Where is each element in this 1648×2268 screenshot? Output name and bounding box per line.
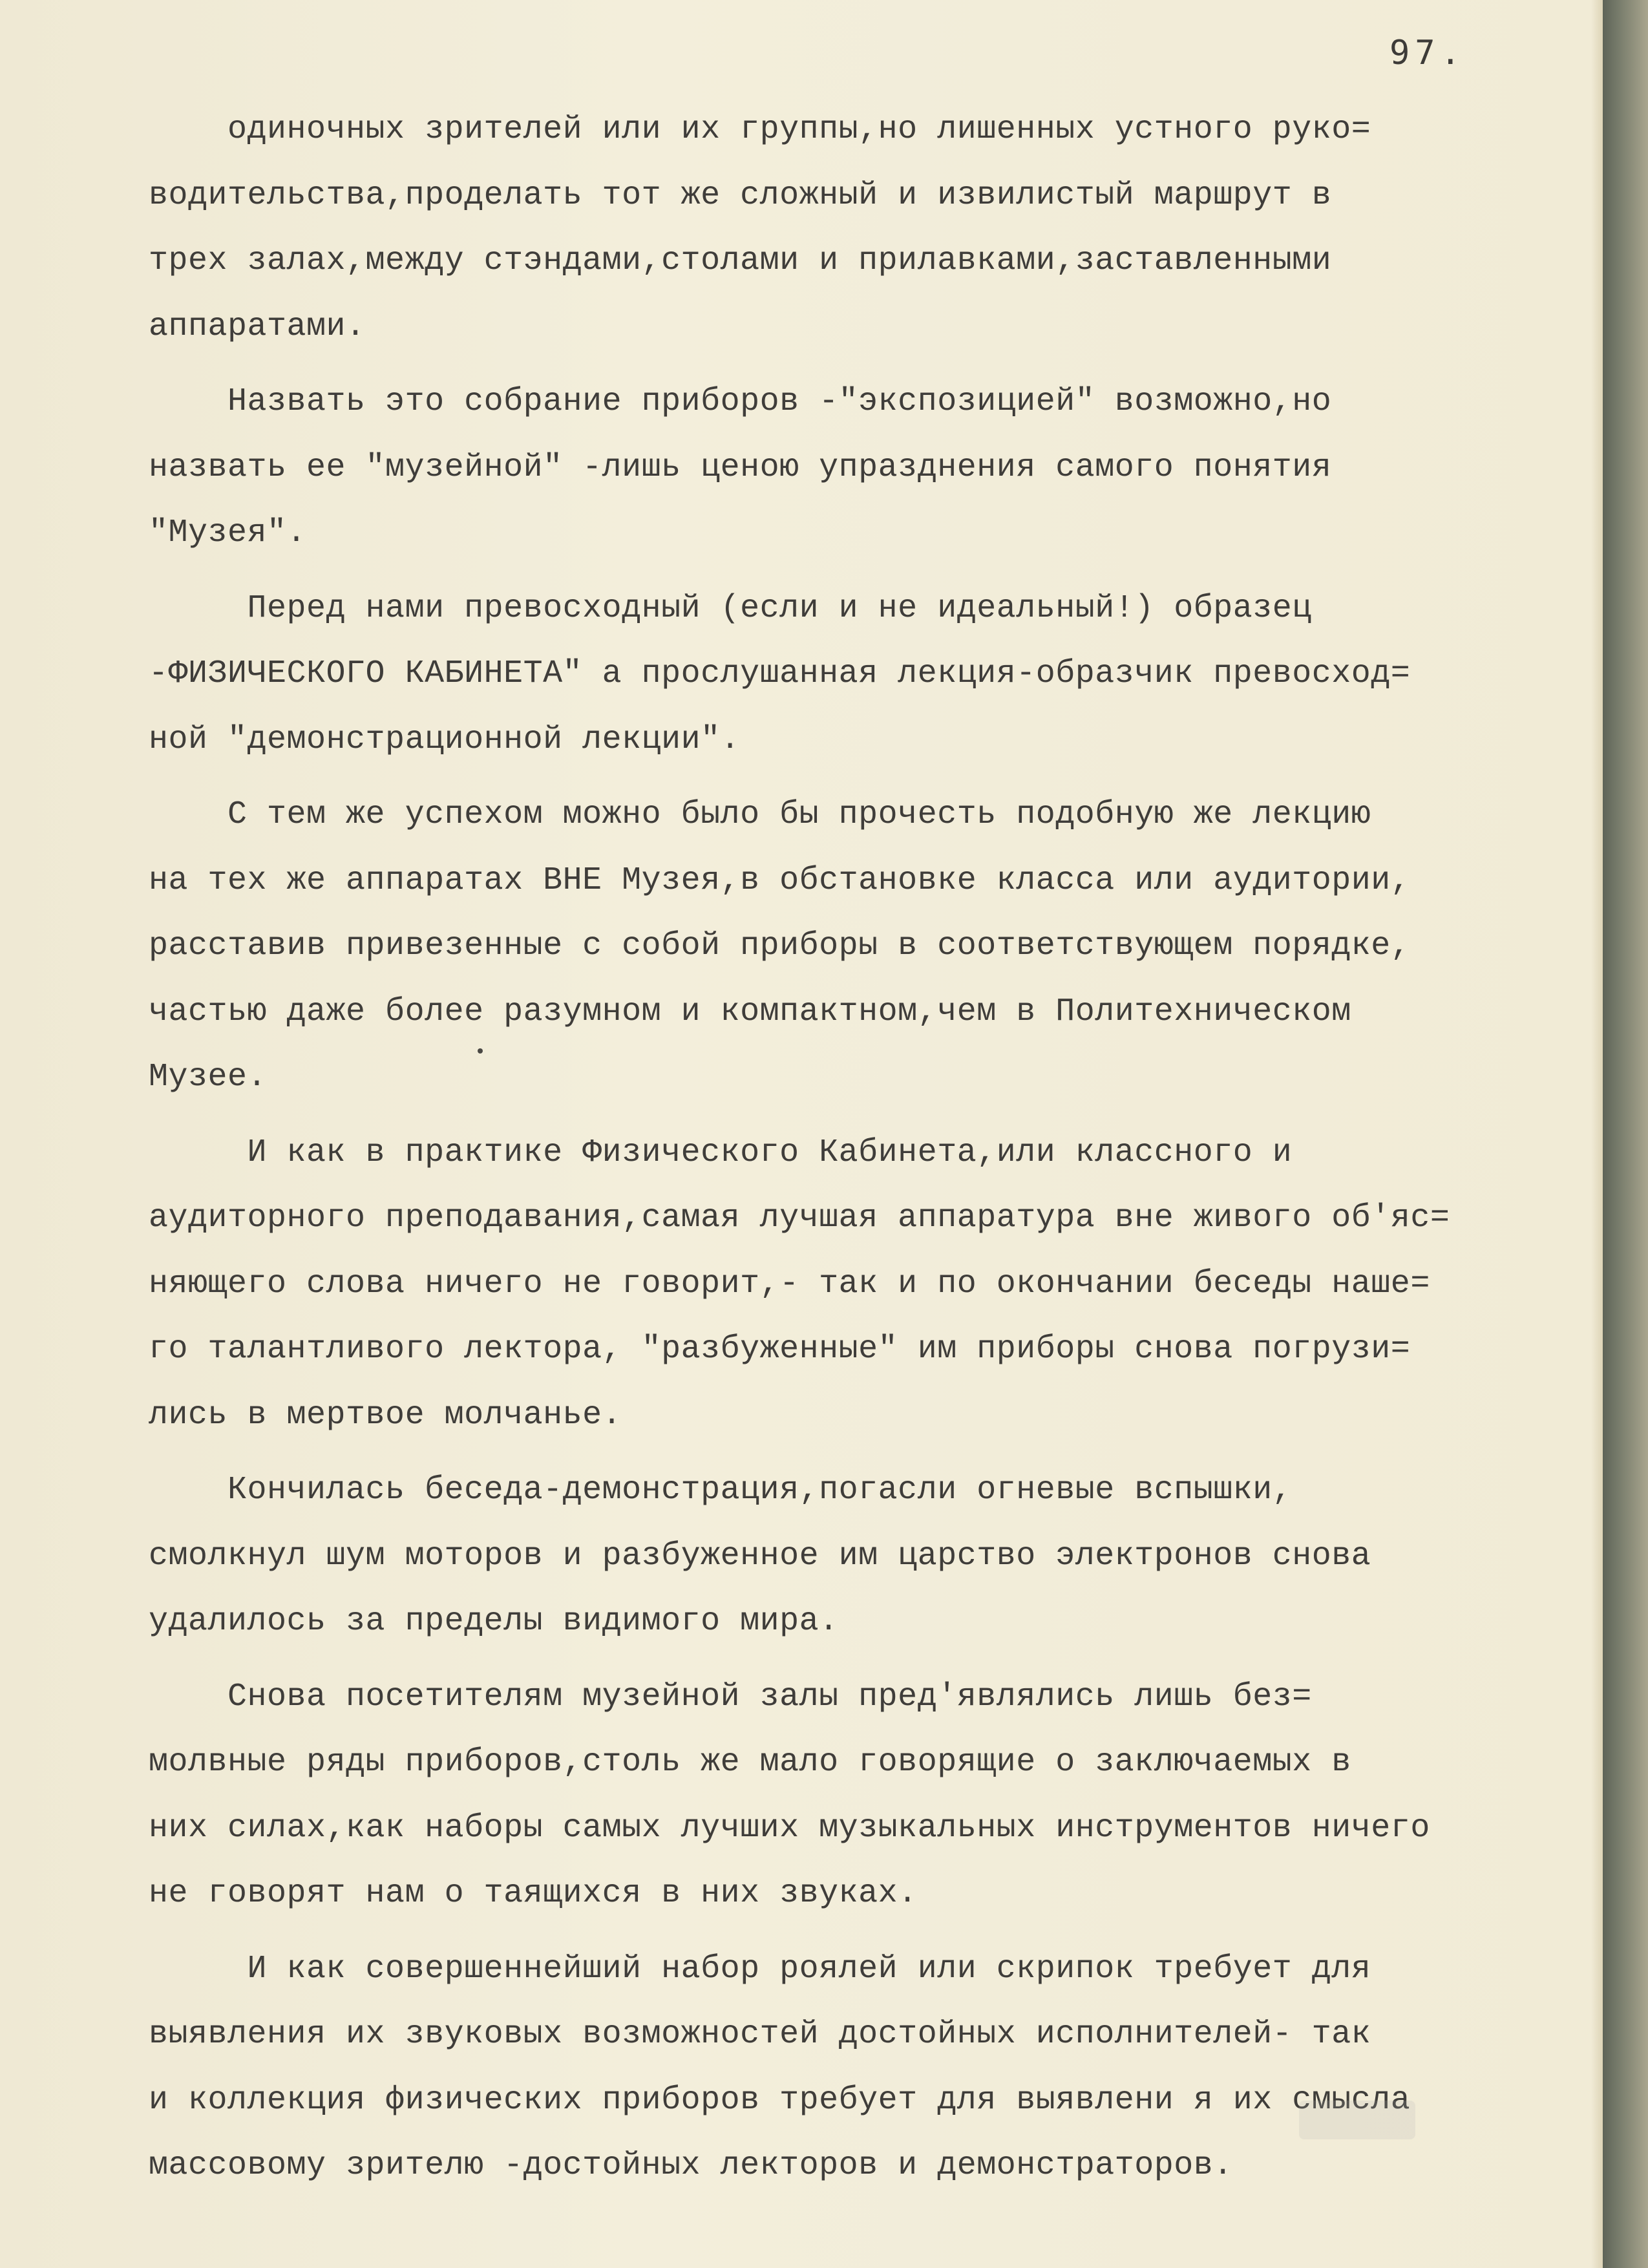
scan-background-strip [1603,0,1648,2268]
text-line: Назвать это собрание приборов -"экспозицией" возможно,но [149,383,1332,420]
paragraph-gap [149,1448,1590,1457]
paragraph-gap [149,772,1590,782]
page-edge [1591,0,1603,2268]
text-line: выявления их звуковых возможностей достойных исполнителей- так [149,2016,1371,2053]
paragraph-gap [149,1655,1590,1664]
paragraph-gap [149,566,1590,576]
text-line: го талантливого лектора, "разбуженные" им приборы снова погрузи= [149,1331,1411,1368]
text-line: С тем же успехом можно было бы прочесть подобную же лекцию [149,796,1371,833]
paragraph-gap [149,1110,1590,1120]
paragraph-gap [149,1927,1590,1936]
text-line: на тех же аппаратах ВНЕ Музея,в обстановке класса или аудитории, [149,862,1411,899]
text-line: водительства,проделать тот же сложный и извилистый маршрут в [149,176,1332,214]
text-line: и коллекция физических приборов требует для выявлени я их смысла [149,2081,1411,2119]
text-line: них силах,как наборы самых лучших музыкальных инструментов ничего [149,1809,1430,1847]
text-line: И как в практике Физического Кабинета,или классного и [149,1134,1293,1171]
text-line: аудиторного преподавания,самая лучшая аппаратура вне живого об'яс= [149,1200,1450,1236]
text-line: Снова посетителям музейной залы пред'являлись лишь без= [149,1678,1312,1715]
text-line: -ФИЗИЧЕСКОГО КАБИНЕТА" а прослушанная лекция-образчик превосход= [149,655,1411,692]
text-line: смолкнул шум моторов и разбуженное им царство электронов снова [149,1537,1371,1574]
text-line: удалилось за пределы видимого мира. [149,1603,839,1640]
page-number: 97. [1389,34,1466,72]
text-line: Перед нами превосходный (если и не идеальный!) образец [149,589,1312,627]
text-line: частью даже более разумном и компактном,чем в Политехническом [149,993,1351,1030]
text-line: ной "демонстрационной лекции". [149,721,741,758]
text-line: аппаратами. [149,308,366,345]
text-line: И как совершеннейший набор роялей или скрипок требует для [149,1950,1371,1987]
text-line: няющего слова ничего не говорит,- так и по окончании беседы наше= [149,1265,1430,1302]
text-line: назвать ее "музейной" -лишь ценою упразднения самого понятия [149,449,1332,486]
text-line: Кончилась беседа-демонстрация,погасли огневые вспышки, [149,1472,1293,1509]
text-line: расставив привезенные с собой приборы в соответствующем порядке, [149,927,1411,964]
ink-dot [478,1048,483,1054]
text-line: Музее. [149,1059,268,1096]
text-line: не говорят нам о таящихся в них звуках. [149,1875,918,1912]
text-line: молвные ряды приборов,столь же мало говорящие о заключаемых в [149,1744,1351,1781]
document-body [149,97,1590,2199]
paragraph-gap [149,359,1590,369]
text-line: "Музея". [149,514,307,551]
text-line: лись в мертвое молчанье. [149,1396,622,1434]
faded-stamp-mark [1299,2101,1415,2139]
text-line: одиночных зрителей или их группы,но лишенных устного руко= [149,111,1371,148]
text-line: массовому зрителю -достойных лекторов и демонстраторов. [149,2147,1233,2184]
text-line: трех залах,между стэндами,столами и прилавками,заставленными [149,242,1332,279]
